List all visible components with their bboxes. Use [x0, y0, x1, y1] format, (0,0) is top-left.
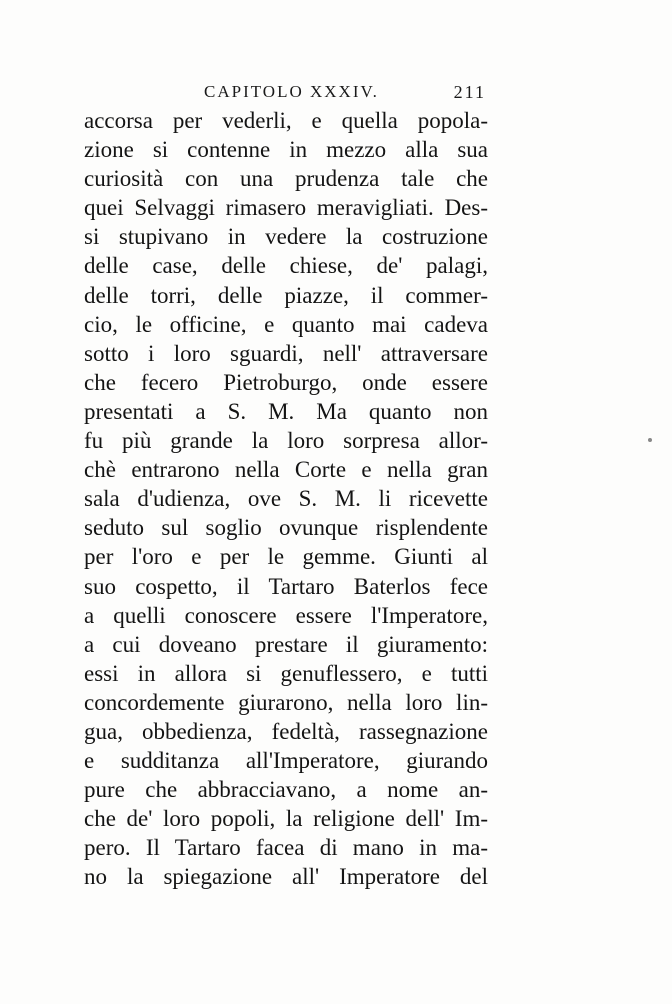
text-line: accorsa per vederli, e quella popola-	[84, 108, 488, 133]
text-line: concordemente giurarono, nella loro lin-	[84, 689, 488, 715]
text-line: a quelli conoscere essere l'Imperatore,	[84, 602, 488, 628]
body-text	[84, 106, 488, 892]
text-line: sotto i loro sguardi, nell' attraversare	[84, 340, 488, 366]
text-line: delle torri, delle piazze, il commer-	[84, 282, 488, 308]
text-line: che de' loro popoli, la religione dell' Im-	[84, 806, 488, 832]
text-line: suo cospetto, il Tartaro Baterlos fece	[84, 573, 488, 599]
paper-speck	[648, 438, 652, 442]
text-line: per l'oro e per le gemme. Giunti al	[84, 544, 488, 570]
text-line: curiosità con una prudenza tale che	[84, 166, 488, 192]
text-line: pure che abbracciavano, a nome an-	[84, 777, 488, 803]
text-line: zione si contenne in mezzo alla sua	[84, 137, 488, 163]
text-line: fu più grande la loro sorpresa allor-	[84, 428, 488, 454]
text-line: pero. Il Tartaro facea di mano in ma-	[84, 835, 488, 861]
text-line: gua, obbedienza, fedeltà, rassegnazione	[84, 718, 488, 744]
text-line: essi in allora si genuflessero, e tutti	[84, 660, 488, 686]
text-line: e sudditanza all'Imperatore, giurando	[84, 748, 488, 774]
text-line: presentati a S. M. Ma quanto non	[84, 398, 488, 424]
text-line: a cui doveano prestare il giuramento:	[84, 631, 488, 657]
running-title: CAPITOLO XXXIV.	[204, 82, 379, 101]
text-line: seduto sul soglio ovunque risplendente	[84, 515, 488, 541]
text-line: no la spiegazione all' Imperatore del	[84, 864, 488, 890]
page-header	[84, 82, 486, 108]
text-line: si stupivano in vedere la costruzione	[84, 224, 488, 250]
text-line: quei Selvaggi rimasero meravigliati. Des-	[84, 195, 488, 221]
text-line: cio, le officine, e quanto mai cadeva	[84, 311, 488, 337]
text-line: chè entrarono nella Corte e nella gran	[84, 457, 488, 483]
text-line: delle case, delle chiese, de' palagi,	[84, 253, 488, 279]
text-line: che fecero Pietroburgo, onde essere	[84, 369, 488, 395]
text-line: sala d'udienza, ove S. M. li ricevette	[84, 486, 488, 512]
page-number: 211	[453, 82, 486, 102]
